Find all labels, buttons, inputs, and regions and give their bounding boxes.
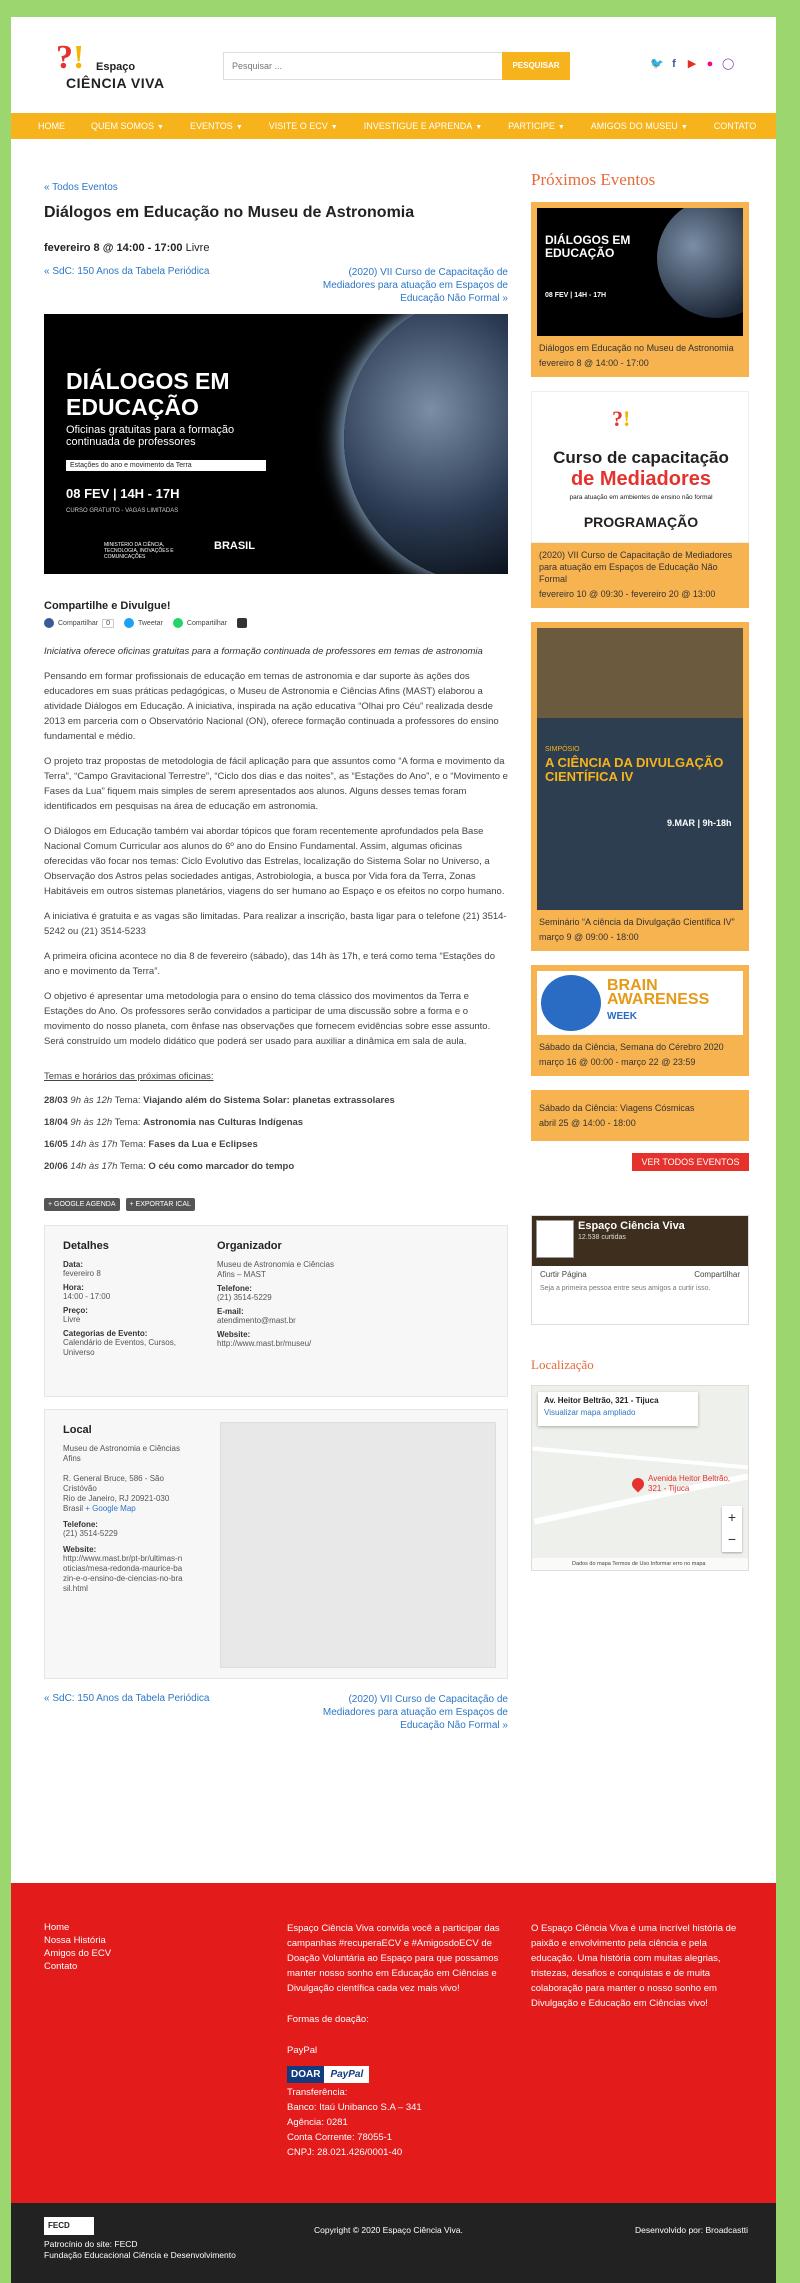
chevron-down-icon: ▼	[475, 124, 483, 131]
venue-phone: (21) 3514-5229	[63, 1529, 118, 1538]
details-column	[63, 1240, 193, 1358]
footer-link-home[interactable]: Home	[44, 1922, 70, 1933]
facebook-footer-text: Seja a primeira pessoa entre seus amigos a curtir isso.	[540, 1285, 711, 1292]
planet-graphic	[657, 208, 743, 318]
schedule-item: 16/05 14h às 17h Tema: Fases da Lua e Eclipses	[44, 1139, 258, 1150]
card-image-date: 08 FEV | 14H - 17H	[545, 292, 607, 299]
zoom-out-icon[interactable]: −	[727, 1531, 737, 1547]
detail-label: E-mail:	[217, 1307, 244, 1316]
logo-mark: ?!	[56, 39, 85, 76]
event-card[interactable]	[531, 202, 749, 377]
card-image-title: DIÁLOGOS EM EDUCAÇÃO	[545, 233, 631, 260]
view-all-events-button[interactable]: VER TODOS EVENTOS	[632, 1153, 749, 1171]
card-image-title: Curso de capacitação	[553, 448, 729, 467]
next-event-link[interactable]: (2020) VII Curso de Capacitação de Mediadores para atuação em Espaços de Educação Não Formal »	[322, 267, 508, 304]
schedule-item: 28/03 9h às 12h Tema: Viajando além do Sistema Solar: planetas extrassolares	[44, 1095, 395, 1106]
venue-title: Local	[63, 1424, 92, 1436]
whatsapp-icon	[173, 618, 183, 628]
zoom-in-icon[interactable]: +	[727, 1509, 737, 1525]
event-card-title[interactable]: (2020) VII Curso de Capacitação de Mediadores para atuação em Espaços de Educação Não Formal	[539, 550, 733, 584]
category-links[interactable]: Calendário de Eventos, Cursos, Universo	[63, 1338, 176, 1357]
event-card[interactable]	[531, 1090, 749, 1141]
event-title: Diálogos em Educação no Museu de Astronomia	[44, 204, 415, 221]
footer-about: O Espaço Ciência Viva é uma incrível história de paixão e envolvimento pela ciência e pela educação. Uma história com muitas alegrias, tristezas, desafios e conquistas e de muita colaboração para manter o nosso sonho em Divulgação e Educação em Ciências vivo!	[531, 1923, 737, 2009]
card-image-note: para atuação em ambientes de ensino não formal	[569, 494, 713, 501]
event-main	[44, 177, 508, 1733]
map-pin-label: Avenida Heitor Beltrão, 321 - Tijuca	[648, 1474, 731, 1493]
photo-area	[537, 628, 743, 718]
share-section	[44, 600, 508, 628]
event-card-title[interactable]: Sábado da Ciência: Viagens Cósmicas	[539, 1103, 695, 1113]
google-calendar-button[interactable]: + GOOGLE AGENDA	[44, 1198, 120, 1211]
event-card-caption	[537, 336, 743, 377]
share-facebook-button[interactable]: Compartilhar	[58, 619, 99, 627]
footer-link-amigos[interactable]: Amigos do ECV	[44, 1948, 112, 1959]
facebook-actions	[532, 1266, 748, 1283]
event-card-caption	[531, 1090, 749, 1141]
bank-info: Banco: Itaú Unibanco S.A – 341	[287, 2102, 422, 2113]
detail-label: Website:	[217, 1330, 251, 1339]
event-paragraph: A iniciativa é gratuita e as vagas são limitadas. Para realizar a inscrição, basta ligar para o telefone (21) 3514-5242 ou (21) 3514-5233	[44, 911, 507, 937]
share-whatsapp-button[interactable]: Compartilhar	[186, 619, 227, 627]
card-image-kicker: SIMPÓSIO	[545, 746, 580, 753]
detail-label: Telefone:	[217, 1284, 252, 1293]
map-address: Av. Heitor Beltrão, 321 - Tijuca	[544, 1396, 659, 1405]
event-card[interactable]	[531, 622, 749, 951]
developer-link[interactable]: Broadcastti	[705, 2225, 748, 2235]
event-hero-image	[44, 314, 508, 574]
venue-address: R. General Bruce, 586 - São Cristóvão	[63, 1474, 164, 1493]
footer-link-historia[interactable]: Nossa História	[44, 1935, 106, 1946]
fecd-logo[interactable]: FECD	[44, 2217, 94, 2235]
nav-item-investigue[interactable]: INVESTIGUE E APRENDA ▼	[363, 121, 483, 131]
event-datetime	[44, 242, 508, 254]
nav-item-visite[interactable]: VISITE O ECV ▼	[268, 121, 338, 131]
share-count: 0	[102, 619, 114, 628]
detail-value: 14:00 - 17:00	[63, 1292, 111, 1301]
schedule	[44, 1069, 508, 1172]
nav-item-quem-somos[interactable]: QUEM SOMOS ▼	[91, 121, 164, 131]
venue-name: Museu de Astronomia e Ciências Afins	[63, 1444, 180, 1463]
event-card-image	[531, 391, 749, 543]
event-date: fevereiro 8 @ 14:00 - 17:00	[44, 242, 183, 254]
brain-icon	[541, 975, 601, 1031]
bank-account: Conta Corrente: 78055-1	[287, 2132, 393, 2143]
paypal-donate-button[interactable]	[287, 2066, 509, 2083]
chevron-down-icon: ▼	[680, 124, 688, 131]
footer-donation	[287, 1921, 509, 2160]
search-button[interactable]: PESQUISAR	[502, 52, 570, 80]
event-card-caption	[537, 910, 743, 951]
detail-value: Livre	[63, 1315, 81, 1324]
detail-label: Categorias de Evento:	[63, 1329, 148, 1338]
prev-event-link[interactable]: « SdC: 150 Anos da Tabela Periódica	[44, 266, 210, 277]
event-card-image	[537, 628, 743, 910]
facebook-followers: 12.538 curtidas	[578, 1234, 626, 1241]
twitter-icon	[124, 618, 134, 628]
event-card[interactable]	[531, 391, 749, 608]
event-card-title[interactable]: Seminário “A ciência da Divulgação Científica IV”	[539, 917, 735, 927]
donation-text: Espaço Ciência Viva convida você a participar das campanhas #recuperaECV e #AmigosdoECV de Doação Voluntária ao Espaço para que possamos manter nosso sonho em Educação em Ciências e Divulgação científica cada vez mais vivo!	[287, 1923, 500, 1994]
site-header	[11, 17, 776, 113]
upcoming-events-heading: Próximos Eventos	[531, 170, 656, 189]
detail-label: Data:	[63, 1260, 84, 1269]
hero-brasil: BRASIL	[214, 540, 255, 552]
footer-links	[44, 1921, 111, 1973]
event-pagination-top	[44, 266, 508, 306]
chevron-down-icon: ▼	[557, 124, 565, 131]
event-paragraph: Pensando em formar profissionais de educação em temas de astronomia e dar suporte às ações dos educadores em suas práticas pedagógicas, o Museu de Astronomia e Ciências Afins (MAST) elaborou a atividade Diálogos em Educação. A iniciativa, inspirada na ação educativa “Olhai pro Céu” realizada desde 2013 em parceria com o Observatório Nacional (ON), oferece formação continuada a professores do ensino fundamental e médio.	[44, 671, 499, 742]
share-row	[44, 618, 508, 628]
share-title: Compartilhe e Divulgue!	[44, 600, 171, 612]
details-title: Detalhes	[63, 1240, 109, 1252]
detail-label: Website:	[63, 1545, 97, 1554]
sidebar	[531, 170, 749, 1571]
organizer-email: atendimento@mast.br	[217, 1316, 296, 1325]
share-icon[interactable]	[237, 618, 247, 628]
search-input[interactable]	[224, 53, 502, 79]
venue-website-link[interactable]: http://www.mast.br/pt-br/ultimas-noticias/mesa-redonda-maurice-bazin-e-o-ensino-de-ciencias-no-brasil.html	[63, 1554, 183, 1593]
prev-event-link[interactable]: « SdC: 150 Anos da Tabela Periódica	[44, 1693, 210, 1704]
all-events-link[interactable]: « Todos Eventos	[44, 182, 118, 193]
card-image-title: BRAIN AWARENESS	[607, 977, 710, 1008]
organizer-website-link[interactable]: http://www.mast.br/museu/	[217, 1339, 312, 1348]
map-info-box	[538, 1392, 698, 1426]
venue-column	[63, 1424, 183, 1594]
facebook-share-button[interactable]: Compartilhar	[694, 1270, 740, 1279]
hero-title: DIÁLOGOS EM EDUCAÇÃO	[66, 368, 230, 420]
organizer-title: Organizador	[217, 1240, 282, 1252]
event-card-date: março 16 @ 00:00 - março 22 @ 23:59	[539, 1057, 696, 1067]
map-zoom-controls[interactable]	[722, 1506, 742, 1552]
facebook-icon	[44, 618, 54, 628]
event-card-image	[537, 208, 743, 336]
hero-ministry: MINISTÉRIO DA CIÊNCIA, TECNOLOGIA, INOVAÇÕES E COMUNICAÇÕES	[104, 542, 174, 560]
detail-label: Telefone:	[63, 1520, 98, 1529]
event-card-date: fevereiro 10 @ 09:30 - fevereiro 20 @ 13:00	[539, 589, 716, 599]
event-paragraph: O projeto traz propostas de metodologia de fácil aplicação para que assuntos como “A forma e movimento da Terra”, “Campo Gravitacional Terrestre”, “Ciclo dos dias e das noites”, as “Estações do Ano”, e o “Movimento e Fases da Lua” fiquem mais simples de serem apresentados aos alunos. Alguns desses temas foram identificados em pesquisas na área de educação em astronomia.	[44, 756, 508, 812]
event-lead: Iniciativa oferece oficinas gratuitas para a formação continuada de professores em temas de astronomia	[44, 646, 483, 657]
footer-link-contato[interactable]: Contato	[44, 1961, 78, 1972]
map-footer: Dados do mapa Termos de Uso Informar erro no mapa	[532, 1558, 749, 1570]
chevron-down-icon: ▼	[235, 124, 243, 131]
schedule-title: Temas e horários das próximas oficinas:	[44, 1071, 214, 1082]
location-heading: Localização	[531, 1357, 594, 1372]
avatar[interactable]	[536, 1220, 574, 1258]
event-card-caption	[531, 543, 749, 608]
copyright: Copyright © 2020 Espaço Ciência Viva.	[314, 2225, 463, 2235]
event-details-box	[44, 1225, 508, 1397]
paypal-logo: PayPal	[324, 2066, 369, 2083]
social-links	[650, 58, 734, 70]
hero-note: CURSO GRATUITO - VAGAS LIMITADAS	[66, 508, 179, 514]
main-nav	[11, 113, 776, 139]
search-box	[223, 52, 503, 80]
bank-agency: Agência: 0281	[287, 2117, 348, 2128]
sponsor-line: Patrocínio do site: FECD	[44, 2239, 138, 2249]
site-logo[interactable]	[56, 39, 166, 99]
map-enlarge-link[interactable]: Visualizar mapa ampliado	[544, 1408, 636, 1417]
organizer-phone: (21) 3514-5229	[217, 1293, 272, 1302]
event-paragraph: O Diálogos em Educação também vai abordar tópicos que foram recentemente aprofundados pela Base Nacional Comum Curricular aos alunos do 6º ano do Ensino Fundamental. Assim, algumas oficinas oferecidas vão focar nos temas: Ciclo Evolutivo das Estrelas, localização do Sistema Solar no Universo, a Observação dos Astros pelas sociedades antigas, Astrobiologia, a busca por Vida fora da Terra, Zonas Habitáveis em outros sistemas planetários, viagens do ser humano ao Espaço e os efeitos no corpo humano.	[44, 826, 505, 897]
venue-map[interactable]	[220, 1422, 496, 1668]
event-card[interactable]	[531, 965, 749, 1076]
nav-item-participe[interactable]: PARTICIPE ▼	[508, 121, 565, 131]
paypal-label: PayPal	[287, 2045, 318, 2056]
card-image-subtitle: de Mediadores	[570, 468, 712, 490]
event-description	[44, 644, 508, 1172]
schedule-item: 20/06 14h às 17h Tema: O céu como marcador do tempo	[44, 1161, 295, 1172]
sponsor-line: Fundação Educacional Ciência e Desenvolvimento	[44, 2250, 236, 2260]
event-price: Livre	[185, 242, 210, 254]
facebook-like-button[interactable]: Curtir Página	[540, 1270, 587, 1279]
hero-subtitle: Oficinas gratuitas para a formação continuada de professores	[66, 424, 235, 448]
instagram-icon[interactable]: ◯	[722, 58, 735, 70]
map-pin-icon[interactable]	[630, 1476, 647, 1493]
facebook-icon[interactable]: f	[672, 58, 676, 70]
hero-date: 08 FEV | 14H - 17H	[66, 486, 180, 501]
next-event-link[interactable]: (2020) VII Curso de Capacitação de Mediadores para atuação em Espaços de Educação Não Formal »	[322, 1694, 508, 1731]
nav-item-contato[interactable]: CONTATO	[713, 121, 757, 131]
bank-cnpj: CNPJ: 28.021.426/0001-40	[287, 2147, 403, 2158]
hero-topic-bar: Estações do ano e movimento da Terra	[66, 460, 266, 471]
chevron-down-icon: ▼	[330, 124, 338, 131]
facebook-cover	[532, 1216, 748, 1266]
event-card-caption	[537, 1035, 743, 1076]
venue-city: Rio de Janeiro, RJ 20921-030 Brasil + Google Map	[63, 1494, 170, 1513]
map-road	[532, 1447, 749, 1470]
venue-box	[44, 1409, 508, 1679]
nav-item-home[interactable]: HOME	[38, 121, 65, 131]
sponsor-block	[44, 2217, 236, 2261]
site-footer	[11, 1883, 776, 2203]
flickr-icon[interactable]: ●	[706, 58, 714, 70]
logo-line2: CIÊNCIA VIVA	[66, 75, 165, 91]
facebook-widget	[531, 1215, 749, 1325]
organizer-name: Museu de Astronomia e Ciências Afins – MAST	[217, 1260, 334, 1279]
event-card-title[interactable]: Diálogos em Educação no Museu de Astronomia	[539, 343, 734, 353]
page-frame	[11, 17, 776, 2283]
event-paragraph: O objetivo é apresentar uma metodologia para o ensino do tema clássico dos movimentos da Terra e Estações do Ano. Os professores serão convidados a participar de uma discussão sobre a forma e o movimento do nosso planeta, com ênfase nas observações que fornecem evidências sobre esse assunto. Será construído um modelo didático que poderá ser usado para auxiliar a dinâmica em sala de aula.	[44, 991, 491, 1047]
share-twitter-button[interactable]: Tweetar	[137, 619, 163, 627]
bottom-bar	[11, 2203, 776, 2283]
chevron-down-icon: ▼	[157, 124, 164, 131]
twitter-icon[interactable]: 🐦	[650, 58, 664, 70]
facebook-page-name[interactable]: Espaço Ciência Viva	[578, 1220, 685, 1232]
card-image-date: 9.MAR | 9h-18h	[667, 818, 732, 828]
card-image-program: PROGRAMAÇÃO	[583, 514, 699, 530]
organizer-column	[217, 1240, 347, 1349]
event-paragraph: A primeira oficina acontece no dia 8 de fevereiro (sábado), das 14h às 17h, e terá como tema “Estações do ano e movimento da Terra”.	[44, 951, 495, 977]
google-map-link[interactable]: + Google Map	[85, 1504, 136, 1513]
detail-value: fevereiro 8	[63, 1269, 101, 1278]
logo-line1: Espaço	[96, 61, 136, 73]
donation-forms-label: Formas de doação:	[287, 2014, 369, 2025]
detail-label: Preço:	[63, 1306, 88, 1315]
detail-label: Hora:	[63, 1283, 84, 1292]
calendar-buttons	[44, 1198, 508, 1211]
event-card-image	[537, 971, 743, 1035]
logo-mark: ?!	[612, 406, 631, 431]
event-card-title[interactable]: Sábado da Ciência, Semana do Cérebro 2020	[539, 1042, 724, 1052]
event-pagination-bottom	[44, 1693, 508, 1733]
nav-item-eventos[interactable]: EVENTOS ▼	[189, 121, 243, 131]
event-card-date: fevereiro 8 @ 14:00 - 17:00	[539, 358, 649, 368]
card-image-subtitle: WEEK	[607, 1011, 637, 1022]
youtube-icon[interactable]: ▶	[687, 58, 697, 70]
planet-graphic	[344, 314, 508, 574]
schedule-item: 18/04 9h às 12h Tema: Astronomia nas Culturas Indígenas	[44, 1117, 304, 1128]
nav-item-amigos[interactable]: AMIGOS DO MUSEU ▼	[590, 121, 688, 131]
developer-credit: Desenvolvido por: Broadcastti	[635, 2225, 748, 2235]
export-ical-button[interactable]: + EXPORTAR ICAL	[126, 1198, 195, 1211]
paypal-doar: DOAR	[287, 2066, 324, 2083]
event-card-date: março 9 @ 09:00 - 18:00	[539, 932, 639, 942]
event-card-date: abril 25 @ 14:00 - 18:00	[539, 1118, 636, 1128]
location-map[interactable]	[531, 1385, 749, 1571]
transfer-label: Transferência:	[287, 2087, 348, 2098]
card-image-title: A CIÊNCIA DA DIVULGAÇÃO CIENTÍFICA IV	[545, 755, 724, 784]
